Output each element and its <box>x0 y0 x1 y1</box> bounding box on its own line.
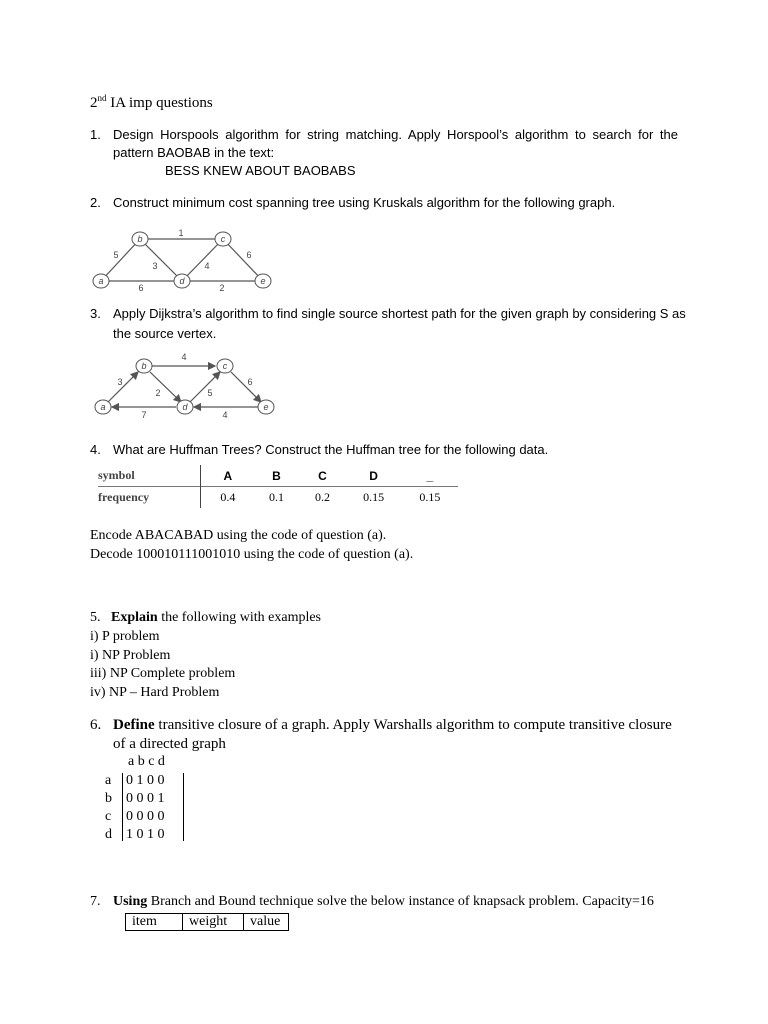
weight-d-c: 5 <box>207 388 213 398</box>
edge-a-b <box>101 239 140 281</box>
frequency-cell: 0.15 <box>419 490 441 504</box>
matrix-row-label: c <box>105 809 112 824</box>
edge-d-c <box>190 372 220 402</box>
q1-line1: Design Horspools algorithm for string matching. Apply Horspool’s algorithm to search for the <box>113 127 678 142</box>
node-c: c <box>222 361 228 371</box>
weight-b-d: 3 <box>152 261 158 271</box>
frequency-cell: 0.1 <box>268 490 284 504</box>
table-header-weight: weight <box>183 914 244 931</box>
node-a: a <box>100 402 106 412</box>
table-header-value: value <box>244 914 289 931</box>
frequency-cell: 0.4 <box>220 490 236 504</box>
kruskal-graph <box>85 225 285 295</box>
weight-a-b: 5 <box>113 250 119 260</box>
matrix-row: 0 1 0 0 <box>126 773 165 788</box>
symbol-cell: _ <box>426 468 434 483</box>
decode-text: Decode 100010111001010 using the code of question (a). <box>90 547 414 562</box>
weight-a-b: 3 <box>117 377 123 387</box>
edge-c-e <box>223 239 263 281</box>
node-a: a <box>98 276 104 286</box>
q7-number: 7. <box>90 894 101 909</box>
q7-rest: Branch and Bound technique solve the below instance of knapsack problem. Capacity=16 <box>147 894 654 909</box>
q2-text: Construct minimum cost spanning tree using Kruskals algorithm for the following graph. <box>113 195 616 210</box>
q4-text: What are Huffman Trees? Construct the Huffman tree for the following data. <box>113 442 549 457</box>
q7-text <box>113 894 654 910</box>
table-header-item: item <box>126 914 183 931</box>
knapsack-table <box>125 913 289 931</box>
node-b: b <box>137 234 143 244</box>
edge-c-d <box>182 239 223 281</box>
matrix-row: 0 0 0 0 <box>126 809 165 824</box>
frequency-cell: 0.2 <box>314 490 330 504</box>
q1-line2: pattern BAOBAB in the text: <box>113 145 275 160</box>
q1-number: 1. <box>90 127 101 142</box>
edge-b-d <box>140 239 182 281</box>
q5-number: 5. <box>90 610 101 625</box>
q6-line1 <box>113 717 672 734</box>
node-b: b <box>141 361 147 371</box>
matrix-left-bracket <box>122 773 123 841</box>
q5-item: i) P problem <box>90 629 160 644</box>
weight-c-e: 6 <box>247 377 253 387</box>
weight-b-c: 4 <box>181 352 187 362</box>
frequency-label: frequency <box>98 490 150 504</box>
q5-item: iv) NP – Hard Problem <box>90 685 220 700</box>
weight-a-d: 6 <box>138 283 144 293</box>
q7-keyword: Using <box>113 894 148 909</box>
q2-number: 2. <box>90 195 101 210</box>
edge-c-e <box>231 372 261 402</box>
matrix-column-headers: a b c d <box>128 754 165 769</box>
encode-text: Encode ABACABAD using the code of question (a). <box>90 528 387 543</box>
weight-c-d: 4 <box>204 261 210 271</box>
node-e: e <box>263 402 269 412</box>
frequency-cell: 0.15 <box>363 490 385 504</box>
q5-item: iii) NP Complete problem <box>90 666 236 681</box>
q4-number: 4. <box>90 442 101 457</box>
q6-keyword: Define <box>113 717 155 733</box>
matrix-row-label: a <box>105 773 112 788</box>
weight-e-d: 4 <box>222 410 228 420</box>
weight-b-c: 1 <box>178 228 184 238</box>
symbol-cell: A <box>223 468 233 483</box>
node-d: d <box>179 276 185 286</box>
q6-number: 6. <box>90 717 102 733</box>
symbol-cell: B <box>272 468 281 483</box>
weight-d-a: 7 <box>141 410 147 420</box>
q6-line2: of a directed graph <box>113 736 226 752</box>
symbol-cell: D <box>369 468 378 483</box>
symbol-cell: C <box>318 468 327 483</box>
node-d: d <box>182 402 188 412</box>
huffman-table <box>98 465 458 508</box>
q6-rest: transitive closure of a graph. Apply Warshalls algorithm to compute transitive closure <box>154 717 672 733</box>
q3-line1: Apply Dijkstra’s algorithm to find single source shortest path for the given graph by considering S as <box>113 306 686 321</box>
symbol-label: symbol <box>98 468 135 482</box>
q3-line2: the source vertex. <box>113 326 217 341</box>
node-e: e <box>260 276 266 286</box>
node-c: c <box>220 234 226 244</box>
page-title: 2nd IA imp questions <box>90 93 213 111</box>
q5-rest: the following with examples <box>157 610 322 625</box>
q3-number: 3. <box>90 306 101 321</box>
matrix-row: 0 0 0 1 <box>126 791 165 806</box>
weight-b-d: 2 <box>155 388 161 398</box>
matrix-right-bracket <box>183 773 184 841</box>
matrix-row-label: d <box>105 827 112 842</box>
weight-d-e: 2 <box>219 283 225 293</box>
q5-item: i) NP Problem <box>90 648 171 663</box>
weight-c-e: 6 <box>246 250 252 260</box>
dijkstra-graph <box>90 350 285 422</box>
q5-heading <box>90 610 321 626</box>
q1-text-string: BESS KNEW ABOUT BAOBABS <box>165 163 356 178</box>
matrix-row-label: b <box>105 791 112 806</box>
q5-keyword: Explain <box>111 610 158 625</box>
matrix-row: 1 0 1 0 <box>126 827 165 842</box>
